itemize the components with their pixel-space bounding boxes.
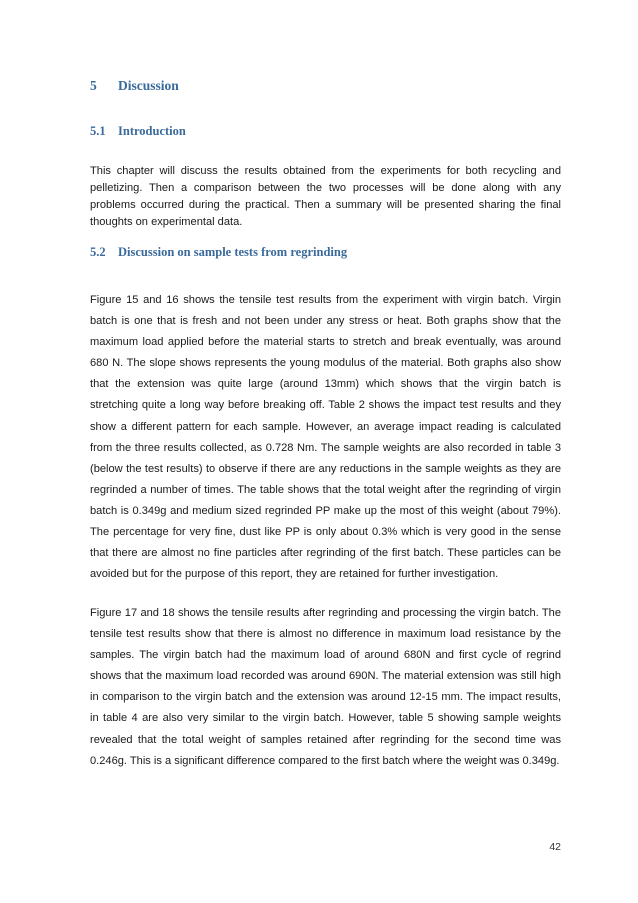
page-number: 42 bbox=[549, 841, 561, 853]
section-number: 5 bbox=[90, 78, 97, 93]
document-page bbox=[90, 0, 561, 903]
regrinding-paragraph-1: Figure 15 and 16 shows the tensile test results from the experiment with virgin batch. Virgin batch is one that is fresh and not been under any stress or heat. Both graphs show that the maximum load applied before the material starts to stretch and break eventually, was around 680 N. The slope shows represents the young modulus of the material. Both graphs also show that the extension was quite large (around 13mm) which shows that the virgin batch is stretching quite a long way before breaking off. Table 2 shows the impact test results and they show a different pattern for each sample. However, an average impact reading is calculated from the three results collected, as 0.728 Nm. The sample weights are also recorded in table 3 (below the test results) to observe if there are any reductions in the sample weights as they are regrinded a number of times. The table shows that the total weight after the regrinding of virgin batch is 0.349g and medium sized regrinded PP make up the most of this weight (about 79%). The percentage for very fine, dust like PP is only about 0.3% which is very good in the sense that there are almost no fine particles after regrinding of the first batch. These particles can be avoided but for the purpose of this report, they are retained for further investigation. bbox=[90, 294, 561, 581]
subsection-number: 5.1 bbox=[90, 124, 106, 138]
introduction-paragraph: This chapter will discuss the results obtained from the experiments for both recycling and pelletizing. Then a comparison between the two processes will be done along with any problems occurred during the practical. Then a summary will be presented sharing the final thoughts on experimental data. bbox=[90, 165, 561, 228]
section-heading-discussion bbox=[90, 78, 179, 94]
subsection-title: Discussion on sample tests from regrinding bbox=[118, 245, 348, 259]
subsection-heading-regrinding bbox=[90, 245, 347, 260]
subsection-title: Introduction bbox=[118, 124, 186, 138]
section-title: Discussion bbox=[118, 78, 179, 93]
subsection-number: 5.2 bbox=[90, 245, 106, 259]
subsection-heading-introduction bbox=[90, 124, 186, 139]
regrinding-paragraph-2: Figure 17 and 18 shows the tensile results after regrinding and processing the virgin batch. The tensile test results show that there is almost no difference in maximum load resistance by the samples. The virgin batch had the maximum load of around 680N and first cycle of regrind shows that the maximum load recorded was around 690N. The material extension was still high in comparison to the virgin batch and the extension was around 12-15 mm. The impact results, in table 4 are also very similar to the virgin batch. However, table 5 showing sample weights revealed that the total weight of samples retained after regrinding for the second time was 0.246g. This is a significant difference compared to the first batch where the weight was 0.349g. bbox=[90, 607, 561, 767]
